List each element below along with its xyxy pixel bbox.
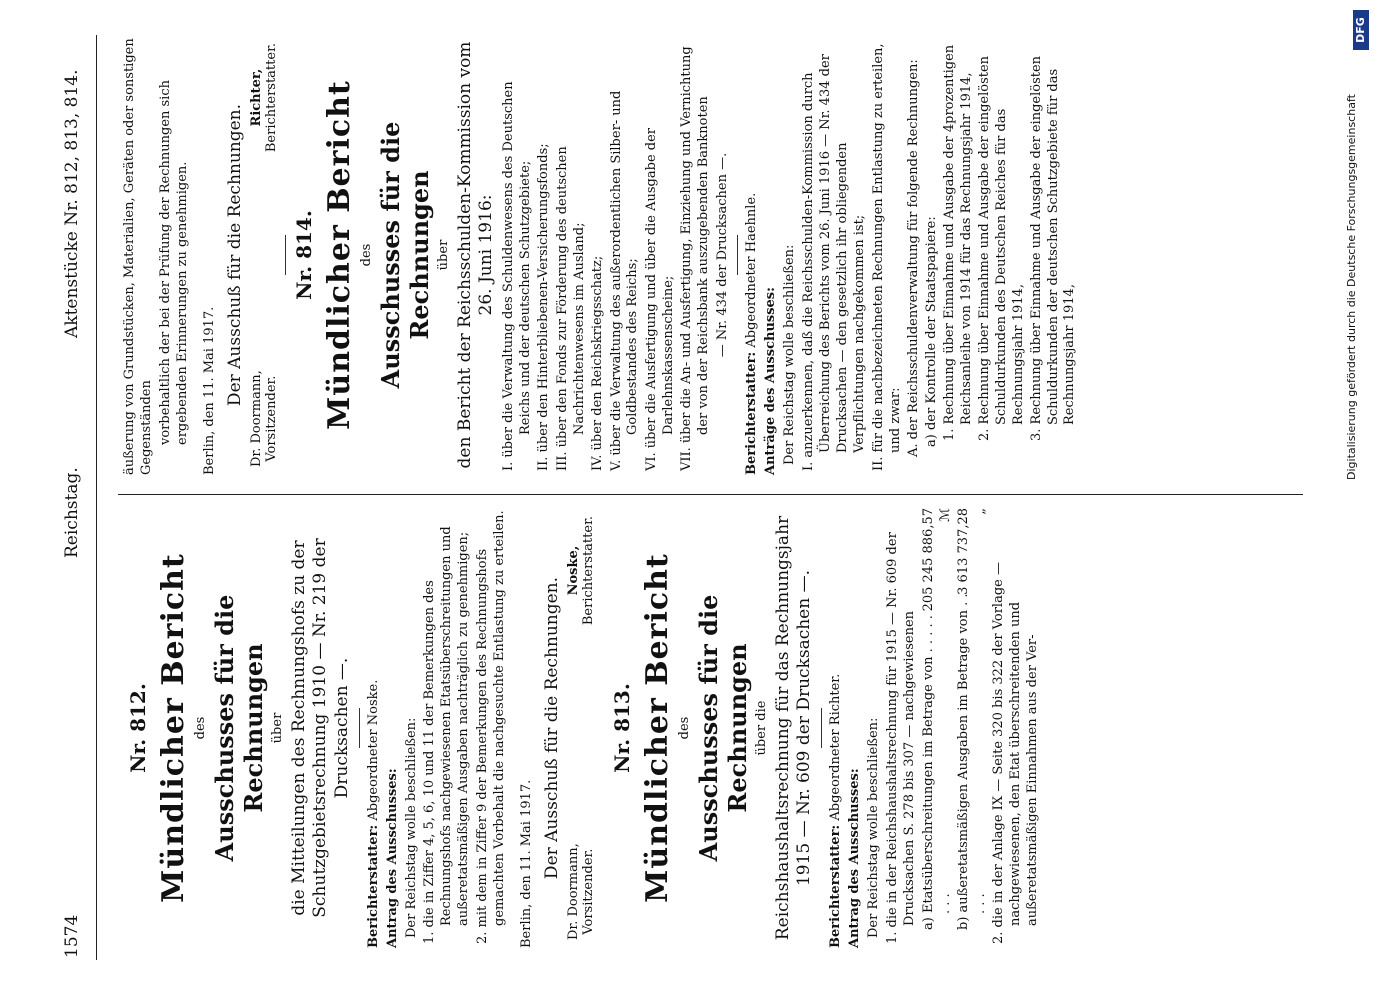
doc812-ausschuss: Der Ausschuß für die Rechnungen. bbox=[541, 576, 562, 880]
divider bbox=[285, 235, 286, 275]
rapporteur-role: Berichterstatter. bbox=[263, 43, 279, 153]
signature-rapporteur bbox=[566, 516, 596, 625]
doc814-item-a: a) der Kontrolle der Staatspapiere: bbox=[924, 216, 940, 447]
doc814-roman-2: II. über den Hinterbliebenen-Versicherungsfonds; bbox=[536, 143, 552, 471]
reporter-label: Berichterstatter: bbox=[828, 824, 844, 948]
doc814-number: Nr. 814. bbox=[291, 210, 316, 300]
dfg-logo: DFG bbox=[1353, 10, 1369, 50]
doc812-subject: die Mitteilungen des Rechnungshofs zu der Schutzgebietsrechnung 1910 — Nr. 219 der Drucksachen —. bbox=[289, 538, 352, 918]
doc814-item-A: A. der Reichsschuldenverwaltung für folgende Rechnungen: bbox=[906, 59, 922, 457]
doc813-ueber: über die bbox=[753, 700, 769, 756]
doc814-des: des bbox=[358, 243, 374, 267]
reporter-label: Berichterstatter: bbox=[744, 351, 760, 475]
doc813-signatures bbox=[249, 43, 279, 467]
doc813-cont-ausschuss: Der Ausschuß für die Rechnungen. bbox=[224, 103, 245, 407]
doc814-sub-1: 1. Rechnung über Einnahme und Ausgabe der 4prozentigen Reichsanleihe von 1914 für das Rechnungsjahr 1914, bbox=[942, 44, 975, 441]
doc812-intro: Der Reichstag wolle beschließen: bbox=[403, 717, 419, 938]
doc814-roman-4: IV. über den Reichskriegsschatz; bbox=[590, 255, 606, 471]
doc812-reporter bbox=[366, 508, 383, 948]
doc812-item-1: 1. die in Ziffer 4, 5, 6, 10 und 11 der Bemerkungen des Rechnungshofs nachgewiesenen Etatsüberschreitungen und außeretatsmäßigen Ausgaben nachträglich zu genehmigen; bbox=[422, 526, 472, 944]
page-number: 1574 bbox=[62, 914, 82, 958]
doc813-item-1a bbox=[920, 508, 955, 930]
header-left-title: Reichstag. bbox=[62, 467, 82, 558]
doc814-roman-7: VII. über die An- und Ausfertigung, Einziehung und Vernichtung der von der Reichsbank auszugebenden Banknoten bbox=[679, 46, 711, 471]
doc814-subject: den Bericht der Reichsschulden-Kommission vom 26. Juni 1916: bbox=[454, 41, 496, 469]
doc814-committee: Ausschusses für die Rechnungen bbox=[375, 121, 434, 389]
doc814-roman-3: III. über den Fonds zur Förderung des deutschen Nachrichtenwesens im Ausland; bbox=[554, 146, 587, 471]
signature-chair bbox=[566, 843, 596, 940]
item-1b-amount: 3 613 737,28 „ bbox=[955, 508, 988, 595]
rapporteur-name: Noske, bbox=[565, 545, 581, 596]
divider bbox=[737, 235, 738, 275]
rapporteur-name: Richter, bbox=[248, 68, 264, 127]
item-1a-text: a) Etatsüberschreitungen im Betrage von . . . . . . . . bbox=[920, 615, 953, 930]
doc812-ueber: über bbox=[270, 712, 285, 744]
divider bbox=[821, 708, 822, 748]
doc812-item-2: 2. mit dem in Ziffer 9 der Bemerkungen des Rechnungshofs gemachten Vorbehalt die nachgesuchte Entlastung zu erteilen. bbox=[475, 510, 507, 944]
digitization-note: Digitalisierung gefördert durch die Deutsche Forschungsgemeinschaft bbox=[1345, 94, 1358, 480]
divider bbox=[359, 708, 360, 748]
doc814-roman-tail: — Nr. 434 der Drucksachen —. bbox=[714, 152, 730, 358]
doc813-number: Nr. 813. bbox=[609, 683, 634, 773]
doc814-roman-5: V. über die Verwaltung des außerordentlichen Silber- und Goldbestandes des Reichs; bbox=[608, 90, 641, 471]
doc813-antrag: Antrag des Ausschusses: bbox=[847, 768, 863, 948]
left-column bbox=[120, 508, 1044, 948]
reporter-name: Abgeordneter Noske. bbox=[365, 679, 381, 821]
rapporteur-role: Berichterstatter. bbox=[580, 516, 596, 626]
item-1a-amount: 205 245 886,57 ℳ bbox=[920, 508, 953, 612]
doc813-committee: Ausschusses für die Rechnungen bbox=[693, 594, 752, 862]
doc813-item-1b bbox=[955, 508, 990, 930]
chair-role: Vorsitzender. bbox=[580, 848, 596, 935]
doc813-cont-date: Berlin, den 11. Mai 1917. bbox=[201, 306, 217, 475]
reporter-name: Abgeordneter Haehnle. bbox=[744, 192, 760, 348]
signature-chair bbox=[249, 370, 279, 467]
doc812-date: Berlin, den 11. Mai 1917. bbox=[518, 779, 534, 948]
doc814-ueber: über bbox=[435, 239, 451, 271]
signature-rapporteur bbox=[249, 43, 279, 152]
doc813-reporter bbox=[828, 508, 845, 948]
doc814-sub-2: 2. Rechnung über Einnahme und Ausgabe der eingelösten Schuldurkunden des Deutschen Reiches für das Rechnungsjahr 1914, bbox=[977, 55, 1026, 441]
header-right-title: Aktenstücke Nr. 812, 813, 814. bbox=[62, 69, 82, 338]
doc814-sub-3: 3. Rechnung über Einnahme und Ausgabe der eingelösten Schuldurkunden der deutschen Schutzgebiete für das Rechnungsjahr 1914, bbox=[1028, 55, 1078, 441]
chair-name: Dr. Doormann, bbox=[565, 843, 581, 940]
chair-role: Vorsitzender. bbox=[263, 375, 279, 462]
column-rule bbox=[118, 494, 1303, 495]
doc813-des: des bbox=[676, 716, 692, 740]
doc814-title: Mündlicher Bericht bbox=[321, 80, 357, 430]
doc812-title: Mündlicher Bericht bbox=[156, 553, 191, 903]
page-header bbox=[62, 33, 92, 958]
reporter-label: Berichterstatter: bbox=[365, 824, 381, 948]
doc812-committee: Ausschusses für die Rechnungen bbox=[210, 594, 268, 862]
doc813-title: Mündlicher Bericht bbox=[639, 553, 675, 903]
doc812-des: des bbox=[193, 716, 208, 740]
doc814-reporter bbox=[744, 35, 761, 475]
doc813-cont-text2: vorbehaltlich der bei der Prüfung der Rechnungen sich ergebenden Erinnerungen zu genehmigen. bbox=[157, 80, 190, 445]
header-rule bbox=[96, 35, 97, 960]
item-1b-text: b) außeretatsmäßigen Ausgaben im Betrage von . . . . . bbox=[955, 593, 988, 930]
doc813-item-2: 2. die in der Anlage IX — Seite 320 bis 322 der Vorlage — nachgewiesenen, den Etat überschreitenden und außeretatsmäßigen Einnahmen aus der Ver- bbox=[991, 562, 1041, 944]
doc813-subject: Reichshaushaltsrechnung für das Rechnungsjahr 1915 — Nr. 609 der Drucksachen —. bbox=[772, 515, 815, 941]
doc814-roman-1: I. über die Verwaltung des Schuldenwesens des Deutschen Reichs und der deutschen Schutzgebiete; bbox=[501, 81, 533, 471]
doc812-signatures bbox=[566, 516, 596, 940]
reporter-name: Abgeordneter Richter. bbox=[828, 673, 844, 821]
doc814-item-2: II. für die nachbezeichneten Rechnungen Entlastung zu erteilen, und zwar: bbox=[870, 43, 903, 471]
doc813-cont-text: äußerung von Grundstücken, Materialien, Geräten oder sonstigen Gegenständen bbox=[122, 38, 154, 475]
doc814-antrag: Anträge des Ausschusses: bbox=[763, 287, 779, 475]
chair-name: Dr. Doormann, bbox=[248, 370, 264, 467]
right-column bbox=[120, 35, 1080, 475]
doc813-item-1: 1. die in der Reichshaushaltsrechnung für 1915 — Nr. 609 der Drucksachen S. 278 bis 307 — nachgewiesenen bbox=[885, 532, 917, 944]
doc813-intro: Der Reichstag wolle beschließen: bbox=[866, 717, 882, 938]
doc812-antrag: Antrag des Ausschusses: bbox=[384, 768, 400, 948]
doc812-number: Nr. 812. bbox=[126, 683, 150, 773]
doc814-roman-6: VI. über die Ausfertigung und über die Ausgabe der Darlehnskassenscheine; bbox=[644, 127, 676, 471]
doc814-item-1: I. anzuerkennen, daß die Reichsschulden-Kommission durch Überreichung des Berichts vom 26. Juni 1916 — Nr. 434 der Drucksachen — den gesetzlich ihr obliegenden Verpflichtungen nachgekommen ist; bbox=[801, 54, 867, 471]
doc814-intro: Der Reichstag wolle beschließen: bbox=[782, 244, 798, 465]
